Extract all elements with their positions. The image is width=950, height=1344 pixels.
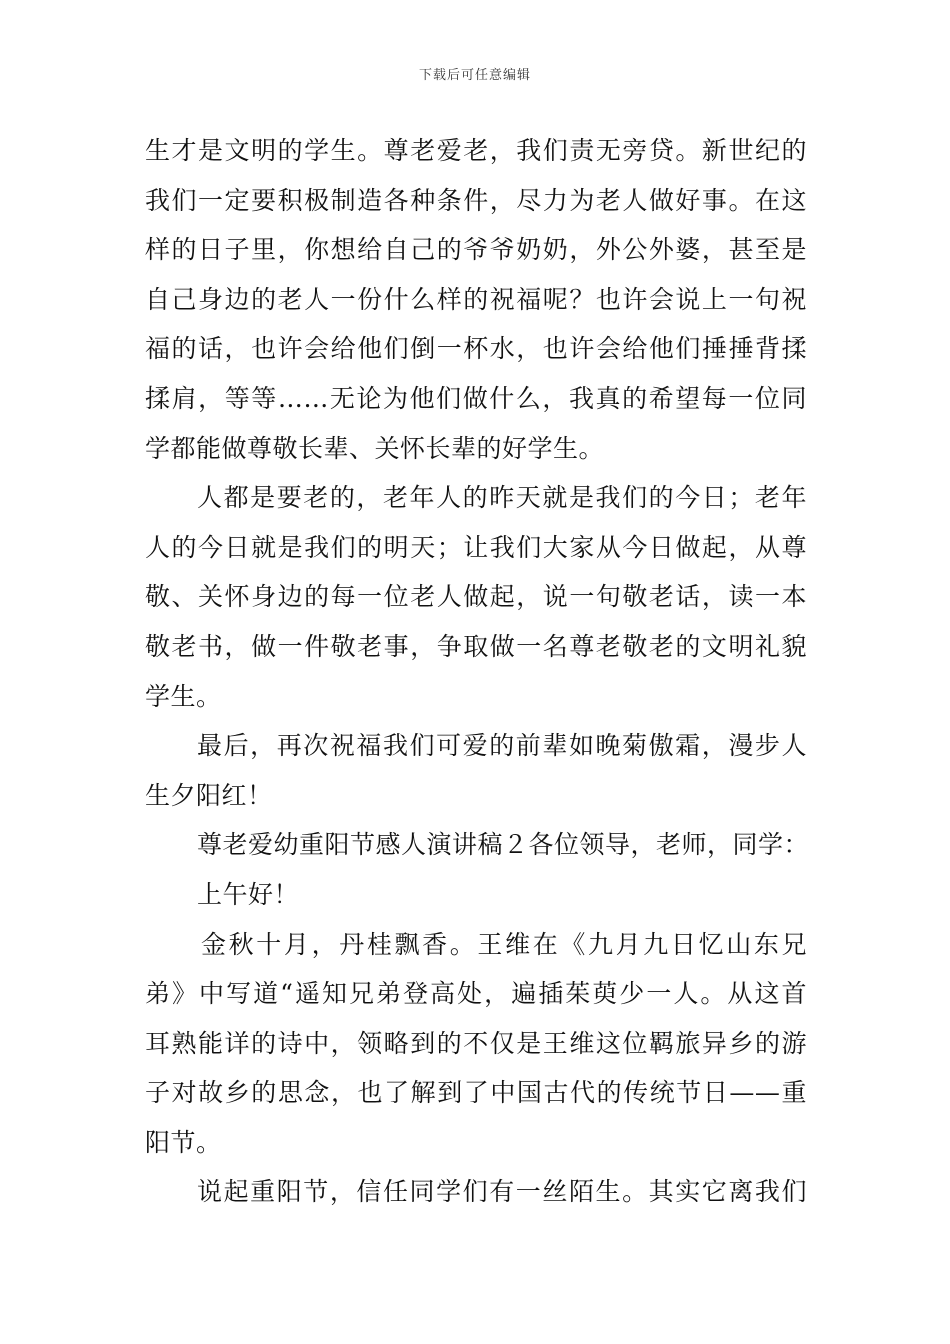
- text-line: 阳节。: [145, 1127, 222, 1157]
- text-line: 敬老书，做一件敬老事，争取做一名尊老敬老的文明礼貌: [145, 631, 807, 661]
- text-line: 福的话，也许会给他们倒一杯水，也许会给他们捶捶背揉: [145, 334, 807, 364]
- text-line: 尊老爱幼重阳节感人演讲稿２各位领导，老师，同学：: [197, 830, 810, 860]
- text-line: 样的日子里，你想给自己的爷爷奶奶，外公外婆，甚至是: [145, 235, 807, 265]
- text-line: 子对故乡的思念，也了解到了中国古代的传统节日——重: [145, 1078, 807, 1108]
- text-line: 生夕阳红！: [145, 780, 273, 810]
- text-line: 生才是文明的学生。尊老爱老，我们责无旁贷。新世纪的: [145, 136, 807, 165]
- text-line: 弟》中写道“遥知兄弟登高处，遍插茱萸少一人。从这首: [145, 979, 807, 1009]
- text-line: 上午好！: [197, 879, 300, 909]
- page-header: 下载后可任意编辑: [418, 68, 531, 83]
- text-line: 人的今日就是我们的明天；让我们大家从今日做起，从尊: [145, 532, 807, 562]
- text-line: 人都是要老的，老年人的昨天就是我们的今日；老年: [197, 483, 807, 513]
- text-line: 最后，再次祝福我们可爱的前辈如晚菊傲霜，漫步人: [197, 731, 807, 761]
- text-line: 金秋十月，丹桂飘香。王维在《九月九日忆山东兄: [201, 929, 807, 959]
- text-line: 自己身边的老人一份什么样的祝福呢？也许会说上一句祝: [145, 284, 807, 314]
- document-body: [145, 126, 810, 1217]
- text-line: 说起重阳节，信任同学们有一丝陌生。其实它离我们: [197, 1177, 807, 1207]
- text-line: 揉肩，等等……无论为他们做什么，我真的希望每一位同: [145, 383, 807, 413]
- text-line: 敬、关怀身边的每一位老人做起，说一句敬老话，读一本: [145, 582, 807, 612]
- text-line: 学都能做尊敬长辈、关怀长辈的好学生。: [145, 433, 605, 463]
- text-line: 我们一定要积极制造各种条件，尽力为老人做好事。在这: [145, 185, 807, 215]
- text-line: 学生。: [145, 681, 222, 711]
- text-line: 耳熟能详的诗中，领略到的不仅是王维这位羁旅异乡的游: [145, 1028, 807, 1058]
